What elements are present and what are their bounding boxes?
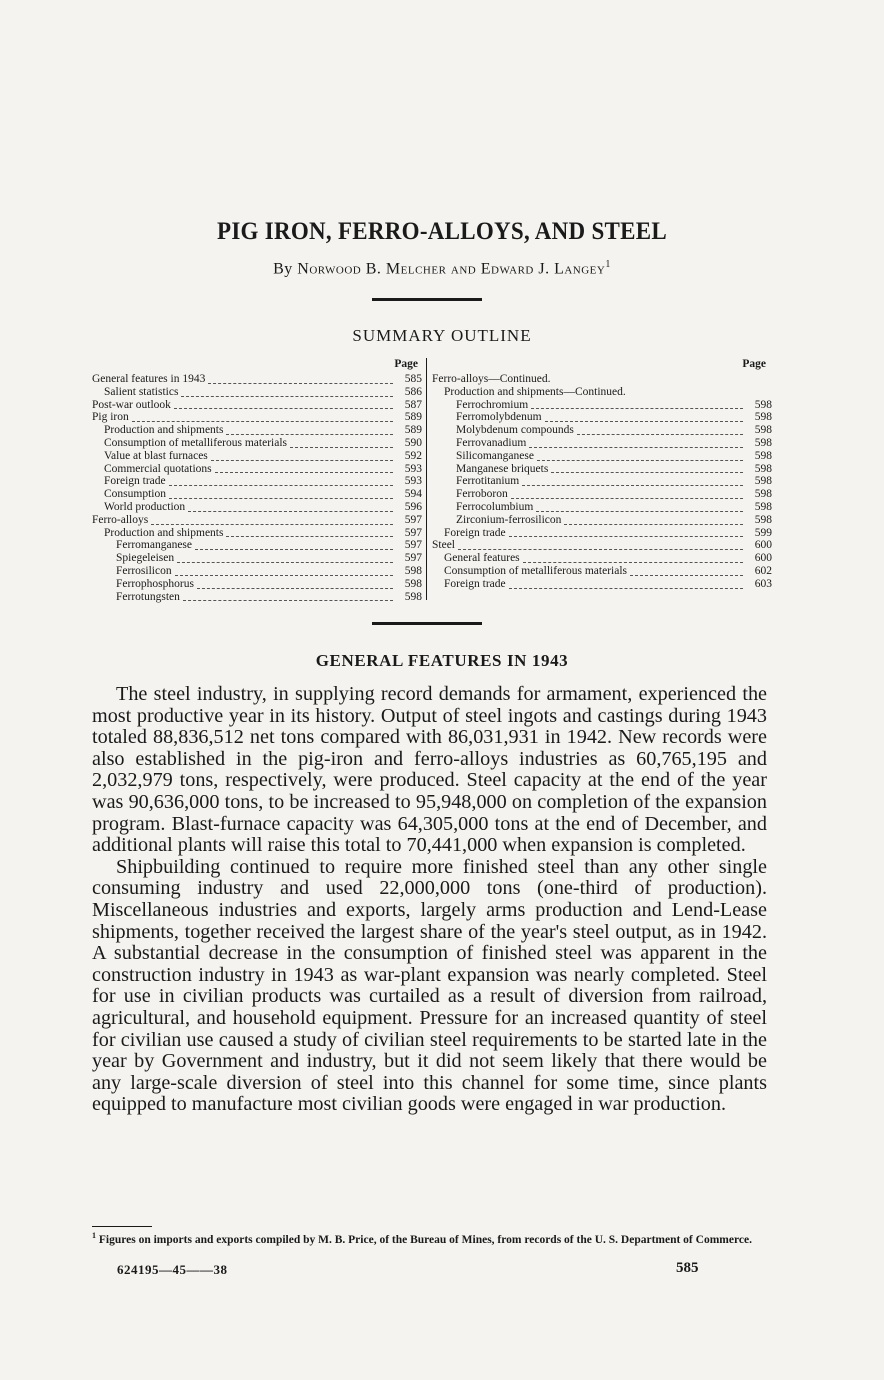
outline-entry-label: Value at blast furnaces — [104, 449, 208, 462]
outline-entry-label: Salient statistics — [104, 385, 179, 398]
byline-prefix: By — [273, 260, 293, 278]
outline-entry-label: Foreign trade — [104, 475, 166, 488]
outline-entry — [432, 450, 772, 463]
leader-dots — [554, 375, 744, 383]
outline-entry — [432, 386, 772, 399]
outline-entry-page: 598 — [754, 436, 772, 449]
outline-entry-page: 592 — [404, 449, 422, 462]
section-heading: GENERAL FEATURES IN 1943 — [315, 651, 569, 670]
outline-entry-page: 598 — [404, 577, 422, 590]
leader-dots — [529, 439, 743, 448]
byline-authors: Norwood B. Melcher and Edward J. Langey — [297, 260, 606, 278]
outline-entry-label: Steel — [432, 539, 455, 552]
outline-right-column — [432, 358, 772, 591]
outline-entry-label: Ferrocolumbium — [456, 500, 534, 513]
leader-dots — [211, 452, 393, 461]
leader-dots — [290, 439, 393, 448]
outline-entry — [432, 424, 772, 437]
outline-entry-page: 602 — [754, 564, 772, 577]
outline-entry-label: Ferrotungsten — [116, 590, 180, 603]
leader-dots — [537, 452, 743, 461]
outline-entry-page: 598 — [754, 424, 772, 437]
outline-entry-page: 586 — [404, 385, 422, 398]
leader-dots — [151, 516, 393, 525]
outline-entry-label: Ferro-alloys—Continued. — [432, 373, 551, 385]
outline-entry-label: Consumption — [104, 488, 166, 501]
outline-entry-page: 597 — [404, 526, 422, 539]
outline-entry-label: Spiegeleisen — [116, 552, 175, 565]
page-number: 585 — [676, 1260, 699, 1276]
leader-dots — [177, 554, 393, 563]
outline-entry-page: 598 — [754, 475, 772, 488]
outline-entry-page: 598 — [754, 449, 772, 462]
leader-dots — [215, 464, 393, 473]
outline-entry-label: Ferromolybdenum — [456, 411, 542, 424]
footnote-mark: 1 — [92, 1231, 96, 1240]
leader-dots — [577, 426, 743, 435]
outline-entry — [432, 463, 772, 476]
leader-dots — [630, 567, 743, 576]
outline-entry-page: 600 — [754, 552, 772, 565]
outline-entry-page: 587 — [404, 398, 422, 411]
outline-entry — [432, 578, 772, 591]
outline-entry-label: Ferromanganese — [116, 539, 192, 552]
outline-entry-page: 599 — [754, 526, 772, 539]
leader-dots — [174, 400, 393, 409]
leader-dots — [531, 400, 743, 409]
outline-entry — [92, 475, 422, 488]
outline-entry-page: 589 — [404, 411, 422, 424]
byline — [0, 259, 884, 278]
leader-dots — [511, 490, 743, 499]
print-code: 624195—45——38 — [117, 1262, 228, 1277]
outline-entry — [432, 488, 772, 501]
outline-entry — [92, 501, 422, 514]
outline-entry-label: Post-war outlook — [92, 398, 171, 411]
footnote-text: Figures on imports and exports compiled by M. B. Price, of the Bureau of Mines, from records of the U. S. Department of Commerce. — [98, 1233, 752, 1246]
leader-dots — [181, 388, 393, 397]
outline-entry-page: 597 — [404, 539, 422, 552]
outline-entry — [432, 527, 772, 540]
leader-dots — [522, 477, 743, 486]
leader-dots — [175, 567, 393, 576]
leader-dots — [169, 477, 393, 486]
outline-entry — [92, 578, 422, 591]
outline-entry — [432, 539, 772, 552]
outline-entry — [92, 411, 422, 424]
outline-entry-page: 585 — [404, 373, 422, 385]
outline-entry-page: 598 — [754, 398, 772, 411]
outline-entry — [432, 501, 772, 514]
outline-entry — [92, 386, 422, 399]
outline-entry-label: Ferro-alloys — [92, 513, 149, 526]
outline-entry — [92, 539, 422, 552]
outline-entry — [92, 424, 422, 437]
outline-entry-page: 598 — [754, 488, 772, 501]
outline-entry-label: Consumption of metalliferous materials — [444, 564, 628, 577]
leader-dots — [523, 554, 743, 563]
leader-dots — [551, 464, 743, 473]
outline-entry-page: 597 — [404, 552, 422, 565]
outline-entry-label: Molybdenum compounds — [456, 424, 574, 437]
leader-dots — [132, 413, 393, 422]
outline-entry-page: 598 — [754, 411, 772, 424]
outline-entry — [432, 411, 772, 424]
leader-dots — [509, 528, 743, 537]
outline-entry-page: 598 — [754, 462, 772, 475]
leader-dots — [195, 541, 393, 550]
leader-dots — [458, 541, 743, 550]
outline-entry-label: Manganese briquets — [456, 462, 549, 475]
outline-entry — [92, 437, 422, 450]
outline-entry — [92, 373, 422, 386]
outline-entry-page: 596 — [404, 500, 422, 513]
column-divider — [426, 358, 427, 600]
outline-entry-page: 593 — [404, 475, 422, 488]
outline-entry-page: 589 — [404, 424, 422, 437]
leader-dots — [226, 528, 393, 537]
outline-entry-label: Commercial quotations — [104, 462, 212, 475]
outline-entry-label: General features in 1943 — [92, 373, 206, 385]
divider-rule — [372, 622, 482, 625]
paragraph: Shipbuilding continued to require more finished steel than any other single consuming industry and used 22,000,000 tons (one-third of production). Miscellaneous industries and exports, largely arms production and Lend-Lease shipments, together received the largest share of the year's steel output, as in 1942. A substantial decrease in the consumption of finished steel was apparent in the construction industry in 1943 as war-plant expansion was nearly completed. Steel for use in civilian products was curtailed as a result of diversion from railroad, agricultural, and household equipment. Pressure for an increased quantity of steel for civilian use caused a study of civilian steel requirements to be started late in the year by Government and industry, but it did not seem likely that there would be any large-scale diversion of steel into this channel for some time, since plants equipped to manufacture most civilian goods were engaged in war production. — [92, 855, 767, 1116]
outline-left-column — [92, 358, 422, 603]
paragraph: The steel industry, in supplying record demands for armament, experienced the most productive year in its history. Output of steel ingots and castings during 1943 totaled 88,836,512 net tons compared with 86,031,931 in 1942. New records were also established in the pig-iron and ferro-alloys industries as 60,765,195 and 2,032,979 tons, respectively, were produced. Steel capacity at the end of the year was 90,636,000 tons, to be increased to 95,948,000 on completion of the expansion program. Blast-furnace capacity was 64,305,000 tons at the end of December, and additional plants will raise this total to 70,441,000 when expansion is completed. — [92, 683, 767, 857]
outline-entry — [432, 552, 772, 565]
outline-entry-page: 600 — [754, 539, 772, 552]
outline-entry-label: Production and shipments—Continued. — [444, 385, 626, 398]
outline-entry-label: General features — [444, 552, 520, 565]
outline-entry — [432, 399, 772, 412]
outline-entry — [92, 463, 422, 476]
outline-entry-page: 597 — [404, 513, 422, 526]
outline-entry-page: 598 — [754, 500, 772, 513]
outline-entry — [92, 552, 422, 565]
outline-entry-label: Production and shipments — [104, 526, 224, 539]
leader-dots — [197, 580, 393, 589]
outline-entry — [92, 399, 422, 412]
outline-entry — [432, 475, 772, 488]
outline-entry-label: Ferroboron — [456, 488, 508, 501]
outline-entry-label: Ferrophosphorus — [116, 577, 194, 590]
outline-entry-page: 594 — [404, 488, 422, 501]
outline-entry-label: Production and shipments — [104, 424, 224, 437]
leader-dots — [188, 503, 393, 512]
outline-entry — [92, 450, 422, 463]
leader-dots — [629, 388, 743, 396]
outline-entry-label: Ferrochromium — [456, 398, 529, 411]
outline-entry-label: Foreign trade — [444, 577, 506, 590]
leader-dots — [509, 580, 743, 589]
outline-entry — [432, 514, 772, 527]
leader-dots — [536, 503, 743, 512]
leader-dots — [564, 516, 743, 525]
outline-entry-label: Consumption of metalliferous materials — [104, 436, 288, 449]
body-text — [92, 684, 767, 1116]
outline-entry-page: 598 — [404, 564, 422, 577]
outline-entry-label: World production — [104, 500, 186, 513]
outline-entry — [432, 565, 772, 578]
outline-entry — [92, 514, 422, 527]
outline-entry-label: Pig iron — [92, 411, 129, 424]
outline-entry-page: 593 — [404, 462, 422, 475]
outline-entry-label: Silicomanganese — [456, 449, 534, 462]
outline-entry-label: Ferrosilicon — [116, 564, 172, 577]
outline-entry-page: 590 — [404, 436, 422, 449]
outline-entry — [92, 527, 422, 540]
outline-entry-page: 598 — [404, 590, 422, 603]
outline-entry-page: 598 — [754, 513, 772, 526]
summary-outline — [92, 358, 772, 603]
footnote — [92, 1229, 767, 1247]
page-column-header: Page — [742, 358, 766, 370]
outline-entry — [92, 488, 422, 501]
page-title: PIG IRON, FERRO-ALLOYS, AND STEEL — [216, 218, 668, 245]
outline-entry-label: Foreign trade — [444, 526, 506, 539]
outline-entry-label: Ferrovanadium — [456, 436, 527, 449]
outline-entry-label: Ferrotitanium — [456, 475, 520, 488]
leader-dots — [545, 413, 743, 422]
leader-dots — [183, 592, 393, 601]
outline-entry — [92, 565, 422, 578]
byline-footnote-mark: 1 — [605, 259, 611, 270]
page-column-header: Page — [394, 358, 418, 370]
outline-entry — [92, 591, 422, 604]
outline-entry — [432, 373, 772, 386]
leader-dots — [208, 375, 393, 384]
leader-dots — [169, 490, 393, 499]
summary-outline-heading: SUMMARY OUTLINE — [352, 326, 532, 345]
outline-entry-page: 603 — [754, 577, 772, 590]
outline-entry — [432, 437, 772, 450]
leader-dots — [226, 426, 393, 435]
outline-entry-label: Zirconium-ferrosilicon — [456, 513, 562, 526]
divider-rule — [372, 298, 482, 301]
footnote-rule — [92, 1226, 152, 1227]
